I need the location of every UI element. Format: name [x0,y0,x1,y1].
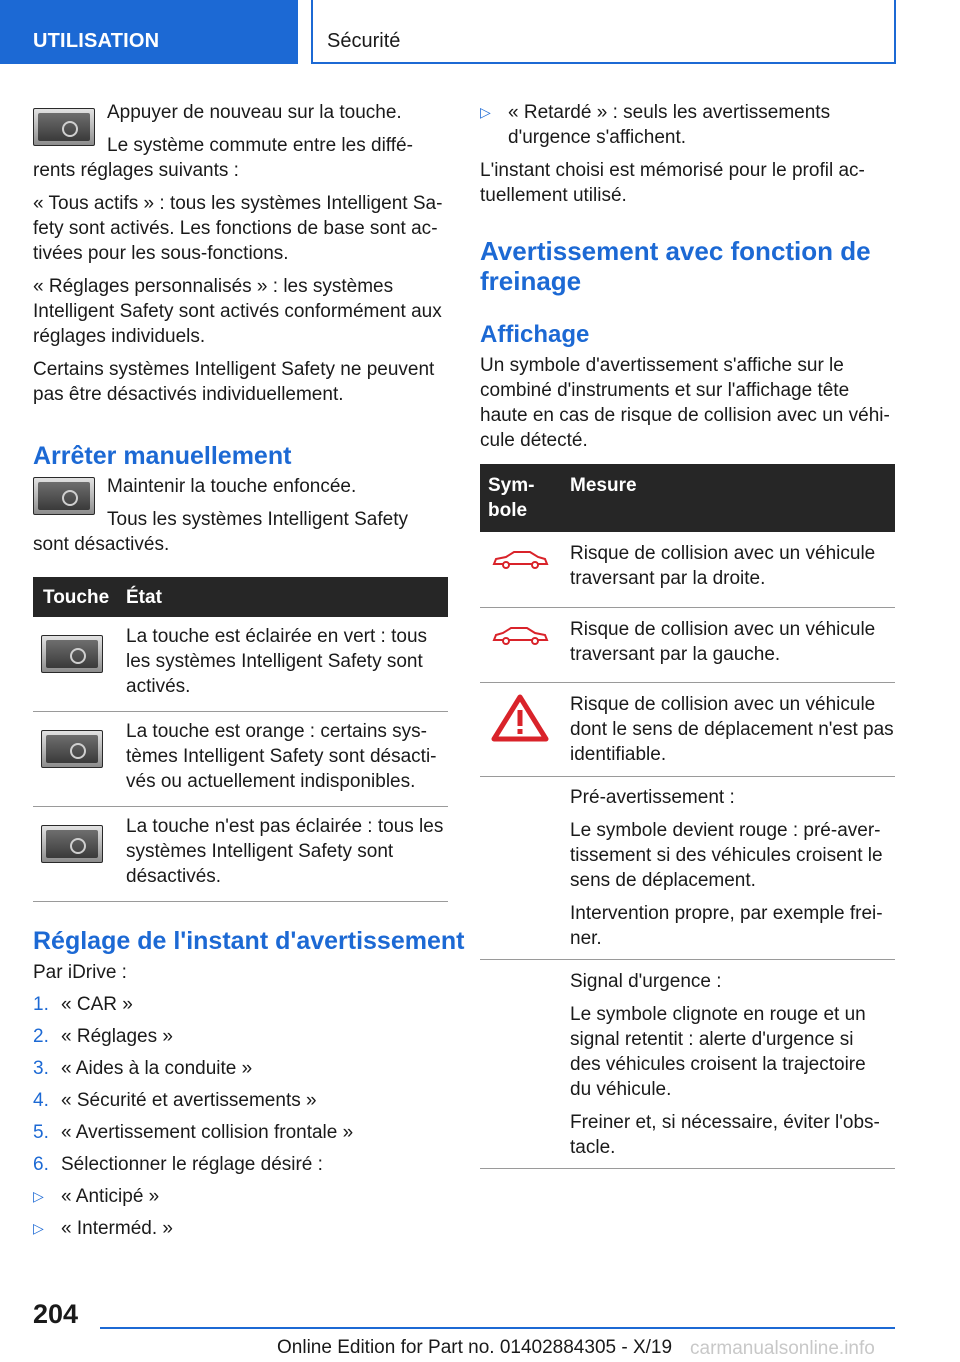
heading-reglage: Réglage de l'instant d'avertissement [33,927,465,955]
triangle-bullet-icon: ▷ [33,1220,44,1236]
table-row [480,959,895,1168]
paragraph: Appuyer de nouveau sur la touche. [107,102,402,123]
table-row [480,776,895,959]
heading-avertissement: Avertissement avec fonction de freinage [480,236,871,296]
topic-tab [311,0,896,64]
edition-text: Online Edition for Part no. 01402884305 - X/19 [277,1337,673,1358]
list-item: 6. Sélectionner le réglage désiré : [33,1154,323,1175]
triangle-bullet-icon: ▷ [33,1188,44,1204]
heading-arret: Arrêter manuellement [33,442,292,470]
table-row [480,532,895,607]
table-row [480,682,895,776]
page-number: 204 [33,1299,79,1329]
steps-list [33,992,448,1177]
column-header: État [126,577,448,617]
list-item: 3. « Aides à la conduite » [33,1058,253,1079]
paragraph: Le système commute entre les différents réglages suivants : [33,135,413,181]
paragraph: Un symbole d'avertissement s'affiche sur le combiné d'instruments et sur l'affichage tête haute en cas de risque de collision avec un véhicule détecté. [480,355,890,451]
symbol-table [480,464,895,1169]
paragraph: Tous les systèmes Intelligent Safety sont désactivés. [33,509,408,555]
list-item: 2. « Réglages » [33,1026,173,1047]
safety-button-off-icon [41,825,103,863]
left-column [33,100,465,1241]
section-title: UTILISATION [33,30,160,52]
right-column [480,100,895,1169]
table-cell: Signal d'urgence : Le symbole clignote en rouge et un signal retentit : alerte d'urgence si des véhicules croisent la trajectoire du véhicule. Freiner et, si nécessaire, éviter l'obstacle. [562,959,895,1168]
list-item: ▷ « Retardé » : seuls les avertissements d'urgence s'affichent. [480,102,831,148]
column-header: Symbole [480,464,562,532]
safety-button-icon [33,477,95,515]
table-row [480,607,895,682]
car-right-icon [480,532,562,607]
car-left-icon [480,607,562,682]
triangle-bullet-icon: ▷ [480,104,491,120]
table-row [33,617,448,712]
list-item: 4. « Sécurité et avertissements » [33,1090,317,1111]
topic-title: Sécurité [327,30,401,52]
table-cell: Pré-avertissement : Le symbole devient rouge : pré-avertissement si des véhicules croisent le sens de déplacement. Intervention propre, par exemple freiner. [562,776,895,959]
section-tab [0,0,298,64]
footer-divider [100,1327,895,1329]
table-row [33,712,448,807]
table-cell: Risque de collision avec un véhicule traversant par la droite. [562,532,895,607]
paragraph: Par iDrive : [33,962,127,983]
list-item: 5. « Avertissement collision frontale » [33,1122,354,1143]
table-row [33,807,448,902]
paragraph: « Tous actifs » : tous les systèmes Intelligent Safety sont activés. Les fonctions de base sont activées pour les sous-fonctions. [33,193,443,264]
table-cell: Risque de collision avec un véhicule dont le sens de déplacement n'est pas identifiable. [562,682,895,776]
options-list [480,100,895,150]
watermark: carmanualsonline.info [690,1338,875,1359]
table-cell: Risque de collision avec un véhicule traversant par la gauche. [562,607,895,682]
list-item: ▷ « Anticipé » [33,1186,160,1207]
paragraph: Maintenir la touche enfoncée. [107,476,357,497]
column-header: Mesure [562,464,895,532]
button-state-table [33,577,448,902]
safety-button-orange-icon [41,730,103,768]
column-header: Touche [33,577,126,617]
paragraph: L'instant choisi est mémorisé pour le profil actuellement utilisé. [480,160,865,206]
table-cell: La touche n'est pas éclairée : tous les systèmes Intelligent Safety sont désactivés. [126,807,448,902]
safety-button-green-icon [41,635,103,673]
paragraph: « Réglages personnalisés » : les systèmes Intelligent Safety sont activés conformément aux réglages individuels. [33,276,442,347]
warning-triangle-icon [480,682,562,776]
list-item: 1. « CAR » [33,994,133,1015]
list-item: ▷ « Interméd. » [33,1218,173,1239]
table-cell: La touche est orange : certains systèmes Intelligent Safety sont désactivés ou actuellement indisponibles. [126,712,448,807]
heading-affichage: Affichage [480,321,590,348]
options-list [33,1184,448,1241]
paragraph: Certains systèmes Intelligent Safety ne peuvent pas être désactivés individuellement. [33,359,435,405]
table-cell: La touche est éclairée en vert : tous les systèmes Intelligent Safety sont activés. [126,617,448,712]
safety-button-icon [33,108,95,146]
